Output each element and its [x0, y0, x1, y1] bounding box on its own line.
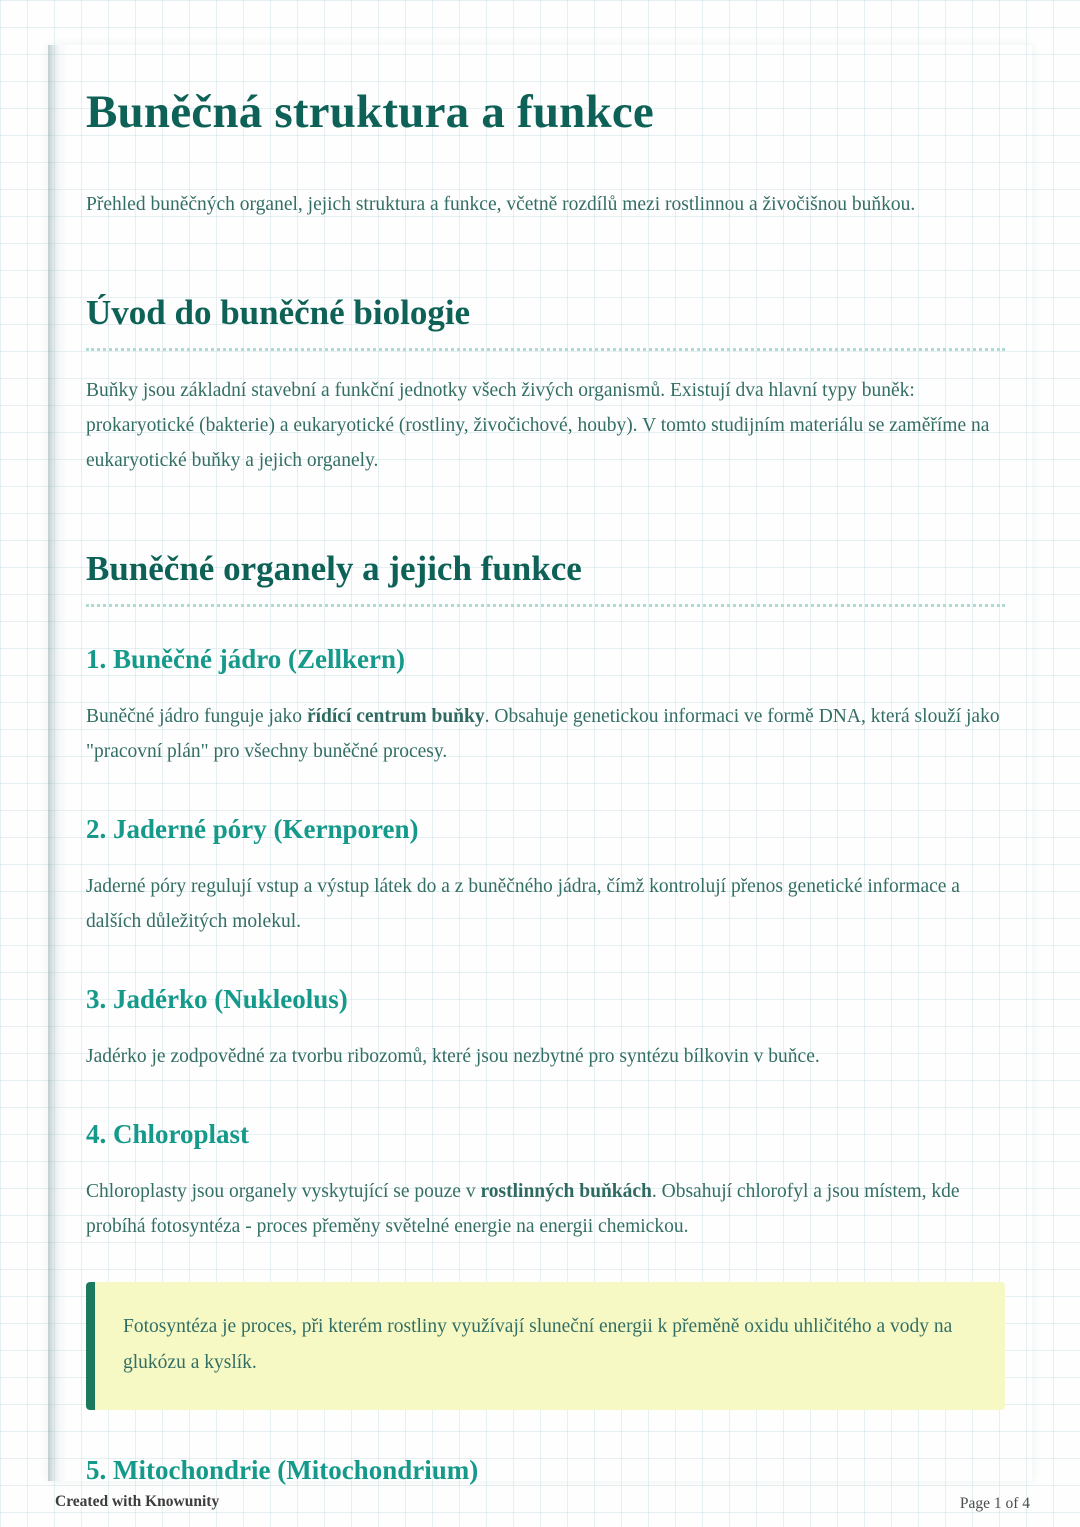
text-run: . Obsahuje genetickou informaci ve formě DNA, která slouží jako "pracovní plán" pro všechny buněčné procesy. — [86, 706, 1000, 763]
text-run: Buněčné jádro funguje jako — [86, 706, 307, 728]
subsection-heading-nucleolus: 3. Jadérko (Nukleolus) — [86, 984, 348, 1015]
page-content — [86, 45, 1005, 1488]
text-run-bold: řídící centrum buňky — [306, 706, 485, 728]
footer-page-number: Page 1 of 4 — [959, 1495, 1030, 1512]
document-title: Buněčná struktura a funkce — [86, 86, 654, 138]
document-subtitle: Přehled buněčných organel, jejich struktura a funkce, včetně rozdílů mezi rostlinnou a živočišnou buňkou. — [86, 194, 916, 216]
page-edge-shadow — [48, 45, 67, 1481]
subsection-heading-chloroplast: 4. Chloroplast — [86, 1119, 250, 1150]
paragraph-nucleolus: Jadérko je zodpovědné za tvorbu ribozomů, které jsou nezbytné pro syntézu bílkovin v buňce. — [86, 1046, 820, 1068]
paragraph-chloroplast — [86, 1174, 1005, 1244]
footer-created-with: Created with Knowunity — [55, 1493, 220, 1510]
callout-box — [86, 1282, 1005, 1410]
subsection-heading-pores: 2. Jaderné póry (Kernporen) — [86, 814, 419, 845]
text-run: Chloroplasty jsou organely vyskytující se pouze v — [86, 1180, 481, 1202]
subsection-heading-mitochondria: 5. Mitochondrie (Mitochondrium) — [86, 1455, 479, 1486]
paragraph-nucleus — [86, 699, 1005, 769]
text-run: . Obsahují chlorofyl a jsou místem, kde probíhá fotosyntéza - proces přeměny světelné energie na energii chemickou. — [86, 1180, 960, 1237]
section-heading-organelles: Buněčné organely a jejich funkce — [86, 548, 1005, 607]
callout-text: Fotosyntéza je proces, při kterém rostliny využívají sluneční energii k přeměně oxidu uhličitého a vody na glukózu a kyslík. — [123, 1316, 953, 1374]
paragraph-intro: Buňky jsou základní stavební a funkční jednotky všech živých organismů. Existují dva hlavní typy buněk: prokaryotické (bakterie) a eukaryotické (rostliny, živočichové, houby). V tomto studijním materiálu se zaměříme na eukaryotické buňky a jejich organely. — [86, 380, 990, 472]
paragraph-pores: Jaderné póry regulují vstup a výstup látek do a z buněčného jádra, čímž kontrolují přenos genetické informace a dalších důležitých molekul. — [86, 876, 960, 933]
subsection-heading-nucleus: 1. Buněčné jádro (Zellkern) — [86, 644, 405, 675]
text-run-bold: rostlinných buňkách — [480, 1180, 652, 1202]
page — [48, 45, 1032, 1486]
section-heading-intro: Úvod do buněčné biologie — [86, 292, 1005, 351]
